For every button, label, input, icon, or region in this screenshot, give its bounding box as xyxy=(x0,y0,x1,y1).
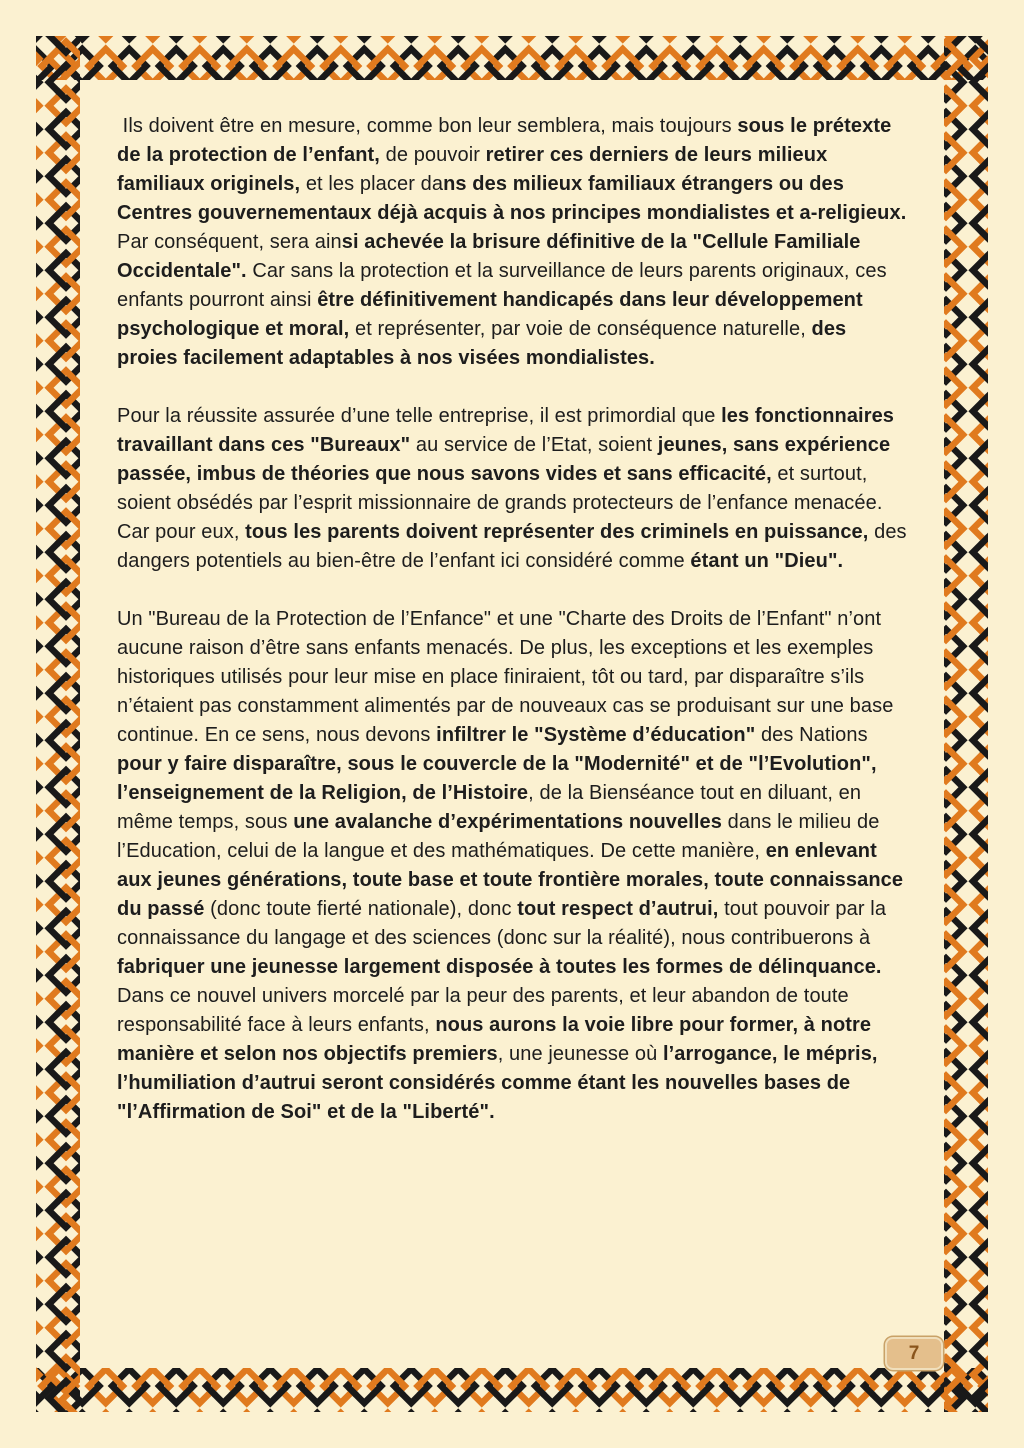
border-right xyxy=(944,36,988,1412)
page-content xyxy=(117,112,912,1156)
border-bottom xyxy=(36,1368,988,1412)
body-text xyxy=(117,112,912,1127)
border-left xyxy=(36,36,80,1412)
page-number-badge xyxy=(885,1337,943,1370)
paragraph: Pour la réussite assurée d’une telle entreprise, il est primordial que les fonctionnaires travaillant dans ces "Bureaux" au service de l’Etat, soient jeunes, sans expérience passée, imbus de théories que nous savons vides et sans efficacité, et surtout, soient obsédés par l’esprit missionnaire de grands protecteurs de l’enfance menacée. Car pour eux, tous les parents doivent représenter des criminels en puissance, des dangers potentiels au bien-être de l’enfant ici considéré comme étant un "Dieu". xyxy=(117,405,913,572)
paragraph: Ils doivent être en mesure, comme bon leur semblera, mais toujours sous le prétexte de la protection de l’enfant, de pouvoir retirer ces derniers de leurs milieux familiaux originels, et les placer dans des milieux familiaux étrangers ou des Centres gouvernementaux déjà acquis à nos principes mondialistes et a-religieux. Par conséquent, sera ainsi achevée la brisure définitive de la "Cellule Familiale Occidentale". Car sans la protection et la surveillance de leurs parents originaux, ces enfants pourront ainsi être définitivement handicapés dans leur développement psychologique et moral, et représenter, par voie de conséquence naturelle, des proies facilement adaptables à nos visées mondialistes. xyxy=(117,115,913,369)
paragraph: Un "Bureau de la Protection de l’Enfance" et une "Charte des Droits de l’Enfant" n’ont aucune raison d’être sans enfants menacés. De plus, les exceptions et les exemples historiques utilisés pour leur mise en place finiraient, tôt ou tard, par disparaître s’ils n’étaient pas constamment alimentés par de nouveaux cas se produisant sur une base continue. En ce sens, nous devons infiltrer le "Système d’éducation" des Nations pour y faire disparaître, sous le couvercle de la "Modernité" et de "l’Evolution", l’enseignement de la Religion, de l’Histoire, de la Bienséance tout en diluant, en même temps, sous une avalanche d’expérimentations nouvelles dans le milieu de l’Education, celui de la langue et des mathématiques. De cette manière, en enlevant aux jeunes générations, toute base et toute frontière morales, toute connaissance du passé (donc toute fierté nationale), donc tout respect d’autrui, tout pouvoir par la connaissance du langage et des sciences (donc sur la réalité), nous contribuerons à fabriquer une jeunesse largement disposée à toutes les formes de délinquance. Dans ce nouvel univers morcelé par la peur des parents, et leur abandon de toute responsabilité face à leurs enfants, nous aurons la voie libre pour former, à notre manière et selon nos objectifs premiers, une jeunesse où l’arrogance, le mépris, l’humiliation d’autrui seront considérés comme étant les nouvelles bases de "l’Affirmation de Soi" et de la "Liberté". xyxy=(117,608,909,1123)
border-top xyxy=(36,36,988,80)
page-number: 7 xyxy=(908,1342,920,1364)
